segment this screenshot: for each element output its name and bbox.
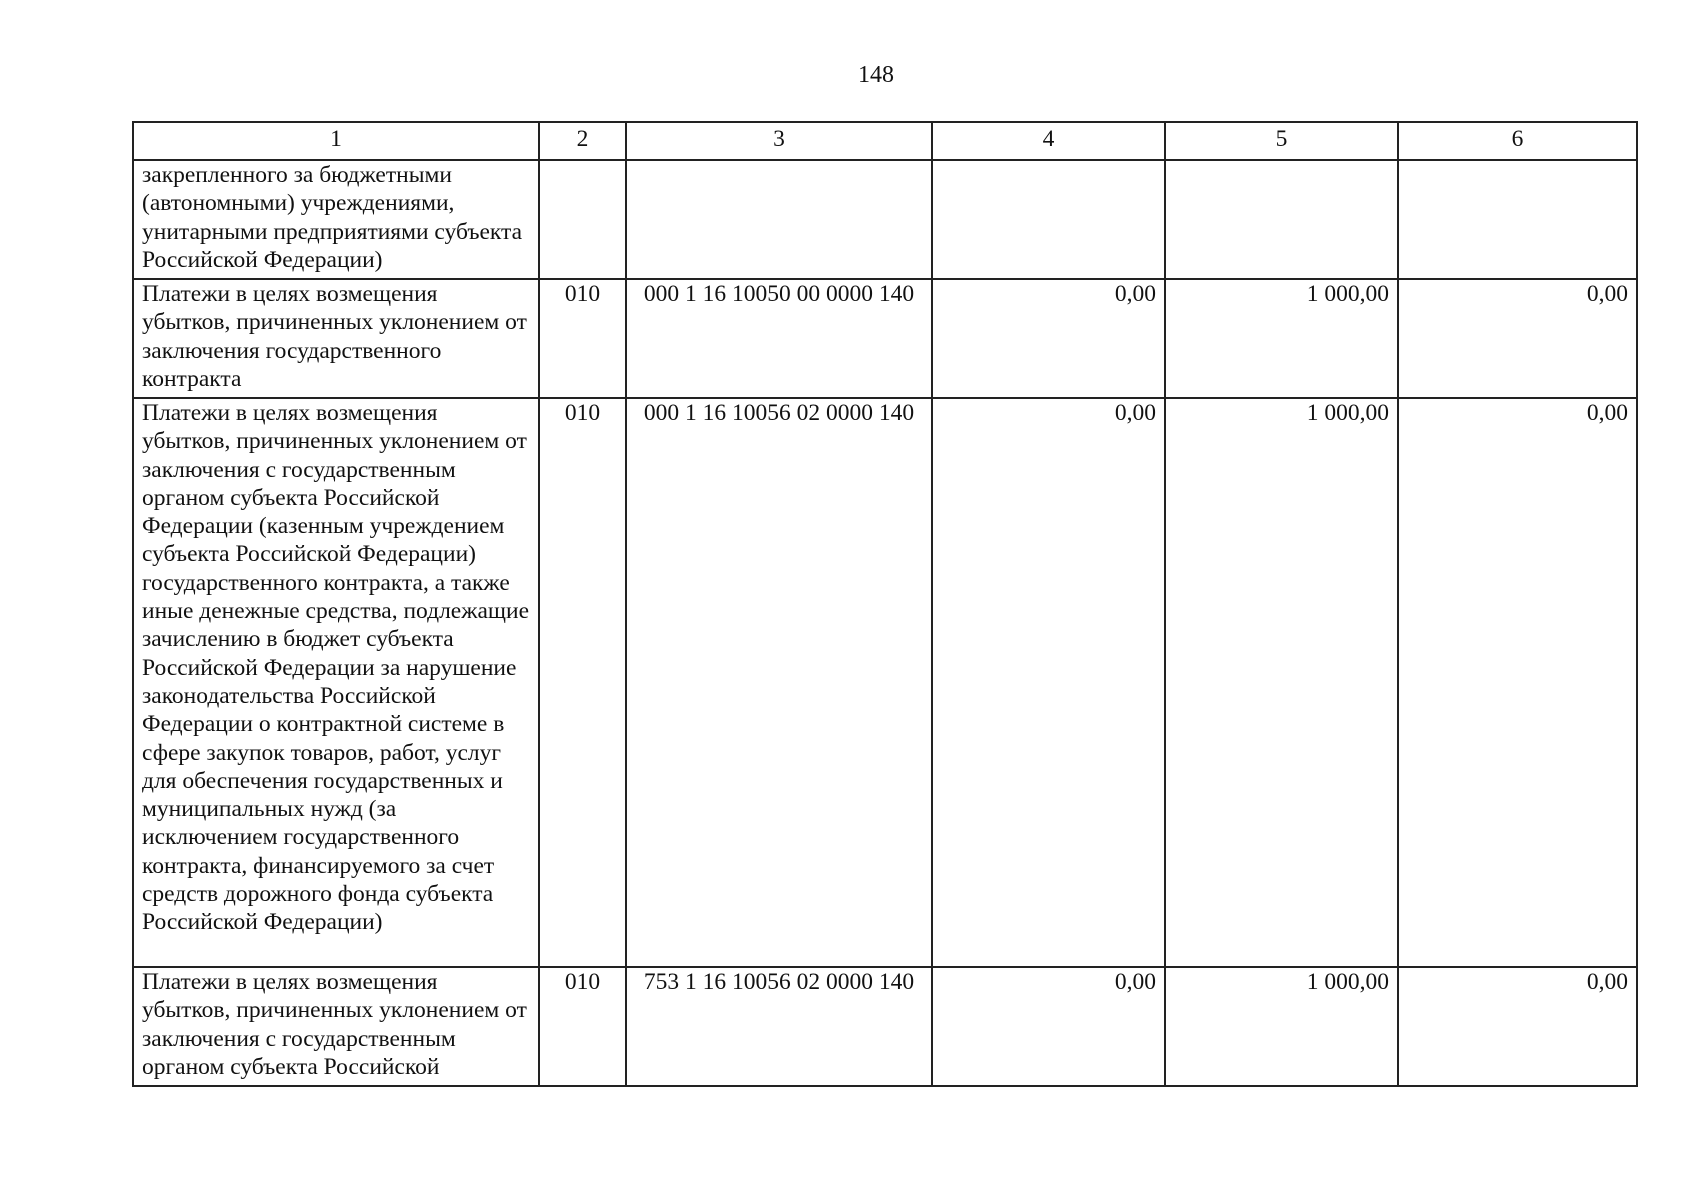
page-number: 148 [858,62,894,88]
row-value-6-cell: 0,00 [1398,967,1637,1086]
row-value-5-cell [1165,160,1398,279]
row-value-4-cell [932,160,1165,279]
row-value-4-cell: 0,00 [932,398,1165,967]
row-kbk-cell: 000 1 16 10056 02 0000 140 [626,398,932,967]
row-name-cell: Платежи в целях возмещения убытков, причиненных уклонением от заключения с государственным органом субъекта Российской [133,967,539,1086]
table-row [133,279,1637,398]
row-value-6-cell: 0,00 [1398,279,1637,398]
row-value-5-cell: 1 000,00 [1165,967,1398,1086]
column-header-5: 5 [1165,122,1398,160]
column-header-2: 2 [539,122,626,160]
table-header-row [133,122,1637,160]
row-kbk-cell [626,160,932,279]
row-value-6-cell: 0,00 [1398,398,1637,967]
column-header-6: 6 [1398,122,1637,160]
table-row [133,967,1637,1086]
column-header-4: 4 [932,122,1165,160]
column-header-3: 3 [626,122,932,160]
row-value-4-cell: 0,00 [932,967,1165,1086]
table-row [133,398,1637,967]
column-header-1: 1 [133,122,539,160]
row-kbk-cell: 753 1 16 10056 02 0000 140 [626,967,932,1086]
row-code-cell: 010 [539,279,626,398]
row-kbk-cell: 000 1 16 10050 00 0000 140 [626,279,932,398]
row-value-5-cell: 1 000,00 [1165,398,1398,967]
row-code-cell: 010 [539,967,626,1086]
row-value-6-cell [1398,160,1637,279]
row-code-cell: 010 [539,398,626,967]
row-name-cell: Платежи в целях возмещения убытков, причиненных уклонением от заключения с государственным органом субъекта Российской Федерации (казенным учреждением субъекта Российской Федерации) государственного контракта, а также иные денежные средства, подлежащие зачислению в бюджет субъекта Российской Федерации за нарушение законодательства Российской Федерации о контрактной системе в сфере закупок товаров, работ, услуг для обеспечения государственных и муниципальных нужд (за исключением государственного контракта, финансируемого за счет средств дорожного фонда субъекта Российской Федерации) [133,398,539,967]
row-value-4-cell: 0,00 [932,279,1165,398]
row-value-5-cell: 1 000,00 [1165,279,1398,398]
row-name-cell: закрепленного за бюджетными (автономными) учреждениями, унитарными предприятиями субъекта Российской Федерации) [133,160,539,279]
table-row [133,160,1637,279]
budget-table [132,121,1638,1087]
row-name-cell: Платежи в целях возмещения убытков, причиненных уклонением от заключения государственного контракта [133,279,539,398]
row-code-cell [539,160,626,279]
